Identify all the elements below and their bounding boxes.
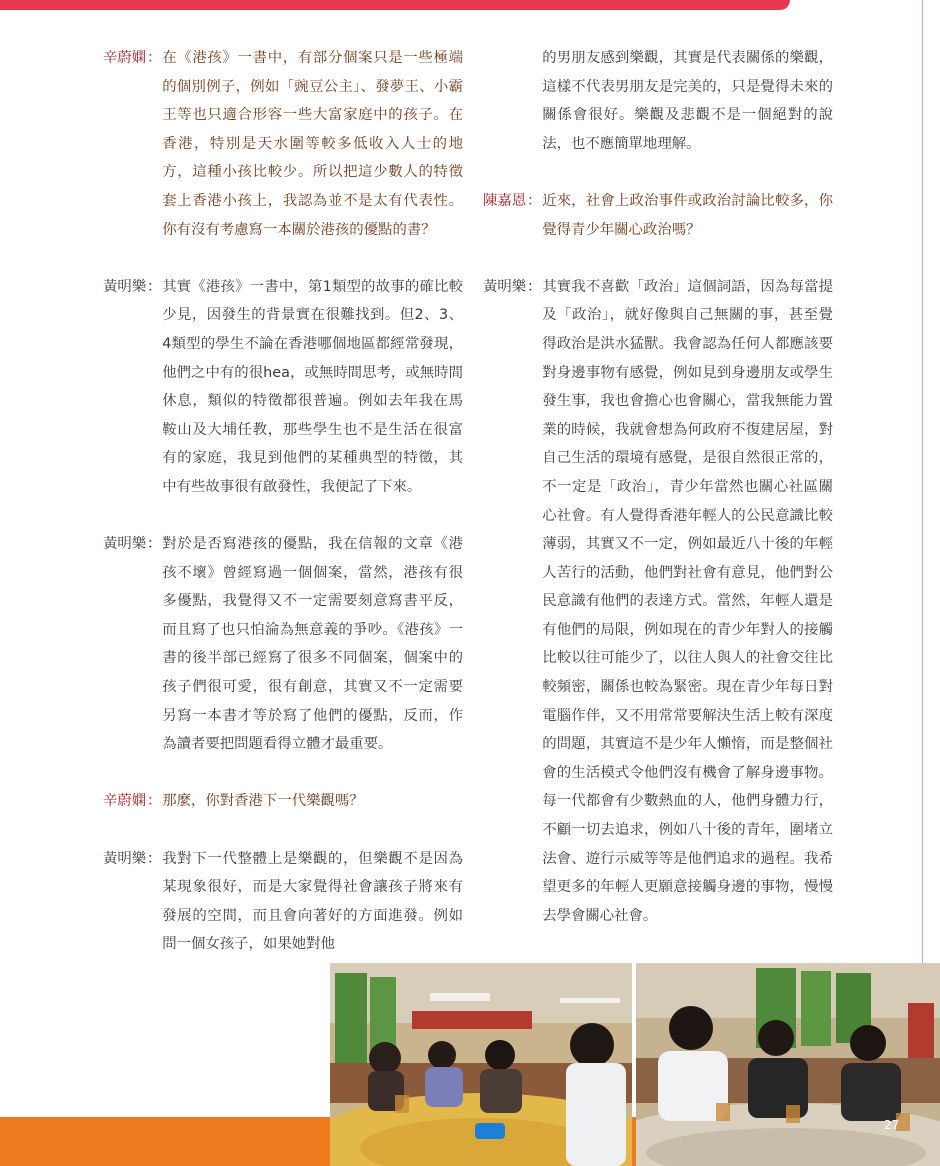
speaker-name: 黃明樂 xyxy=(103,536,147,553)
interview-right-column xyxy=(483,44,833,959)
speaker-separator: ： xyxy=(146,278,162,295)
speaker-name: 陳嘉恩 xyxy=(483,192,527,209)
speaker-separator: ： xyxy=(146,50,162,66)
dialogue-entry xyxy=(103,273,463,502)
interview-left-column xyxy=(103,44,463,988)
speaker-separator: ： xyxy=(146,793,162,810)
interview-photo-right xyxy=(636,963,940,1166)
speaker-name: 黃明樂 xyxy=(103,850,147,867)
dialogue-entry xyxy=(103,787,463,816)
answer-text: 其實《港孩》一書中，第1類型的故事的確比較少見，因發生的背景實在很難找到。但2、3、4類型的學生不論在香港哪個地區都經常發現，他們之中有的很hea，或無時間思考，或無時間休息，類似的特徵都很普遍。例如去年我在馬鞍山及大埔任教，那些學生也不是生活在很富有的家庭，我見到他們的某種典型的特徵，其中有些故事很有啟發性，我便記了下來。 xyxy=(162,278,463,495)
speaker-name: 辛蔚嫻 xyxy=(103,50,147,66)
dialogue-entry xyxy=(103,44,463,244)
dialogue-entry xyxy=(103,530,463,759)
speaker-name: 辛蔚嫻 xyxy=(103,793,147,810)
top-color-band xyxy=(0,0,790,10)
question-text: 那麼，你對香港下一代樂觀嗎？ xyxy=(162,793,364,810)
answer-text: 對於是否寫港孩的優點，我在信報的文章《港孩不壞》曾經寫過一個個案，當然，港孩有很多優點，我覺得又不一定需要刻意寫書平反，而且寫了也只怕淪為無意義的爭吵。《港孩》一書的後半部已經寫了很多不同個案，個案中的孩子們很可愛，很有創意，其實又不一定需要另寫一本書才等於寫了他們的優點，反而，作為讀者要把問題看得立體才最重要。 xyxy=(162,536,463,753)
answer-text: 其實我不喜歡「政治」這個詞語，因為每當提及「政治」，就好像與自己無關的事，甚至覺得政治是洪水猛獸。我會認為任何人都應該要對身邊事物有感覺，例如見到身邊朋友或學生發生事，我也會擔心也會關心，當我無能力置業的時候，我就會想為何政府不復建居屋，對自己生活的環境有感覺，是很自然很正常的，不一定是「政治」，青少年當然也關心社區關心社會。有人覺得香港年輕人的公民意識比較薄弱，其實又不一定，例如最近八十後的年輕人苦行的活動，他們對社會有意見，他們對公民意識有他們的表達方式。當然，年輕人還是有他們的局限，例如現在的青少年對人的接觸比較以往可能少了，以往人與人的社會交往比較頻密，關係也較為緊密。現在青少年每日對電腦作伴，又不用常常要解決生活上較有深度的問題，其實這不是少年人懶惰，而是整個社會的生活模式令他們沒有機會了解身邊事物。每一代都會有少數熱血的人，他們身體力行，不顧一切去追求，例如八十後的青年，圍堵立法會、遊行示威等等是他們追求的過程。我希望更多的年輕人更願意接觸身邊的事物，慢慢去學會關心社會。 xyxy=(542,278,833,924)
speaker-name: 黃明樂 xyxy=(483,278,527,295)
dialogue-entry xyxy=(483,187,833,244)
answer-text: 我對下一代整體上是樂觀的，但樂觀不是因為某現象很好，而是大家覺得社會讓孩子將來有發展的空間，而且會向著好的方面進發。例如問一個女孩子，如果她對他 xyxy=(162,850,463,953)
speaker-separator: ： xyxy=(146,850,162,867)
dialogue-entry xyxy=(483,273,833,931)
question-text: 在《港孩》一書中，有部分個案只是一些極端的個別例子，例如「豌豆公主」、發夢王、小霸王等也只適合形容一些大富家庭中的孩子。在香港，特別是天水圍等較多低收入人士的地方，這種小孩比較少。所以把這少數人的特徵套上香港小孩上，我認為並不是太有代表性。你有沒有考慮寫一本關於港孩的優點的書？ xyxy=(162,50,463,238)
dialogue-entry xyxy=(103,845,463,959)
speaker-separator: ： xyxy=(146,536,162,553)
page-number: 27 xyxy=(884,1118,900,1132)
speaker-name: 黃明樂 xyxy=(103,278,147,295)
speaker-separator: ： xyxy=(526,192,542,209)
answer-text: 的男朋友感到樂觀，其實是代表關係的樂觀，這樣不代表男朋友是完美的，只是覺得未來的關係會很好。樂觀及悲觀不是一個絕對的說法，也不應簡單地理解。 xyxy=(542,50,833,152)
interview-photo-left xyxy=(330,963,632,1166)
speaker-separator: ： xyxy=(526,278,542,295)
question-text: 近來，社會上政治事件或政治討論比較多，你覺得青少年關心政治嗎？ xyxy=(542,192,833,238)
dialogue-continuation xyxy=(483,44,833,158)
